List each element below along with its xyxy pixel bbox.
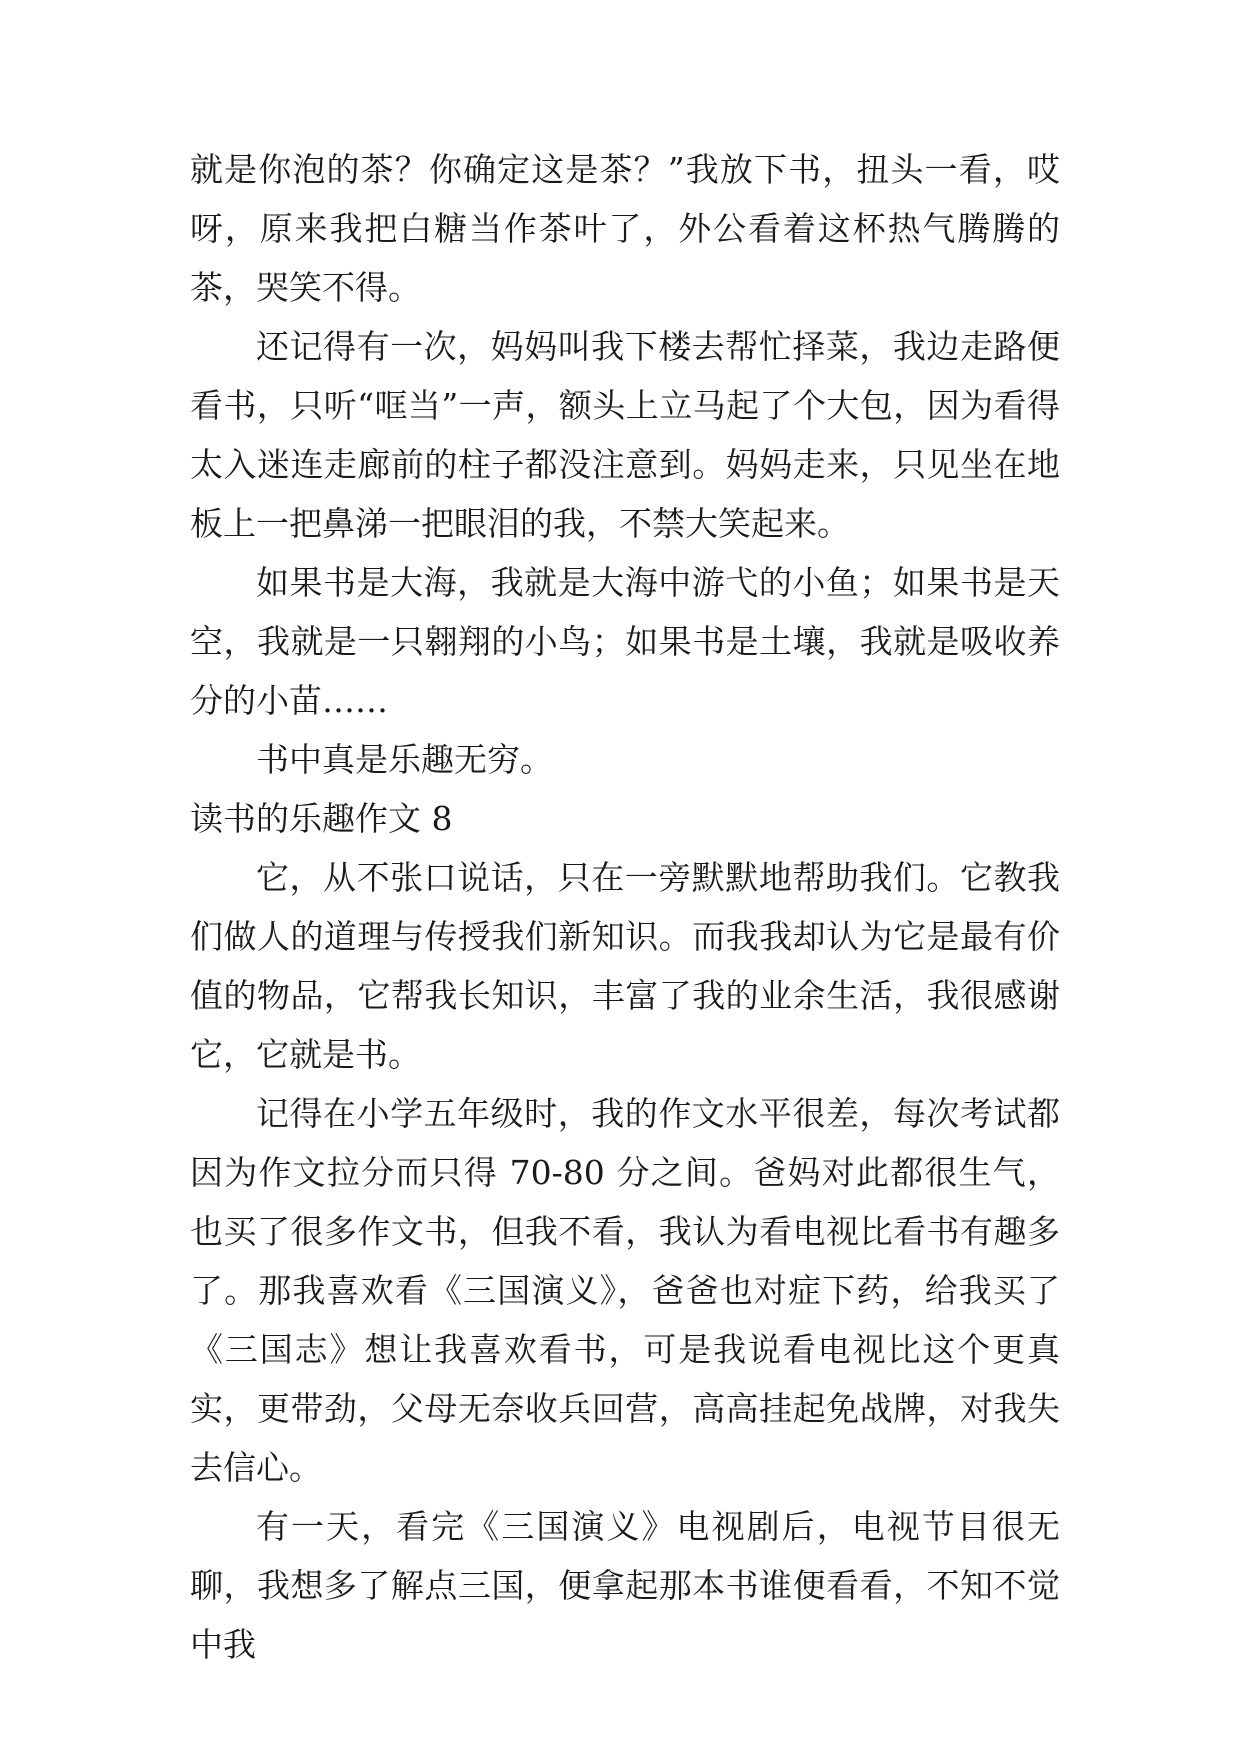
paragraph: 书中真是乐趣无穷。 — [256, 740, 553, 779]
paragraph: 还记得有一次，妈妈叫我下楼去帮忙择菜，我边走路便看书，只听“哐当”一声，额头上立马起了个大包，因为看得太入迷连走廊前的柱子都没注意到。妈妈走来，只见坐在地板上一把鼻涕一把眼泪的我，不禁大笑起来。 — [190, 327, 1060, 543]
paragraph: 有一天，看完《三国演义》电视剧后，电视节目很无聊，我想多了解点三国，便拿起那本书谁便看看，不知不觉中我 — [190, 1507, 1060, 1664]
paragraph: 就是你泡的茶？你确定这是茶？”我放下书，扭头一看，哎呀，原来我把白糖当作茶叶了，外公看着这杯热气腾腾的茶，哭笑不得。 — [190, 150, 1060, 307]
paragraph: 记得在小学五年级时，我的作文水平很差，每次考试都因为作文拉分而只得 70-80 分之间。爸妈对此都很生气，也买了很多作文书，但我不看，我认为看电视比看书有趣多了。那我喜欢看《三国演义》，爸爸也对症下药，给我买了《三国志》想让我喜欢看书，可是我说看电视比这个更真实，更带劲，父母无奈收兵回营，高高挂起免战牌，对我失去信心。 — [190, 1094, 1060, 1487]
section-title: 读书的乐趣作文 8 — [190, 799, 453, 838]
paragraph: 它，从不张口说话，只在一旁默默地帮助我们。它教我们做人的道理与传授我们新知识。而我我却认为它是最有价值的物品，它帮我长知识，丰富了我的业余生活，我很感谢它，它就是书。 — [190, 858, 1060, 1074]
document-body — [190, 140, 1060, 1674]
paragraph: 如果书是大海，我就是大海中游弋的小鱼；如果书是天空，我就是一只翱翔的小鸟；如果书是土壤，我就是吸收养分的小苗…… — [190, 563, 1060, 720]
